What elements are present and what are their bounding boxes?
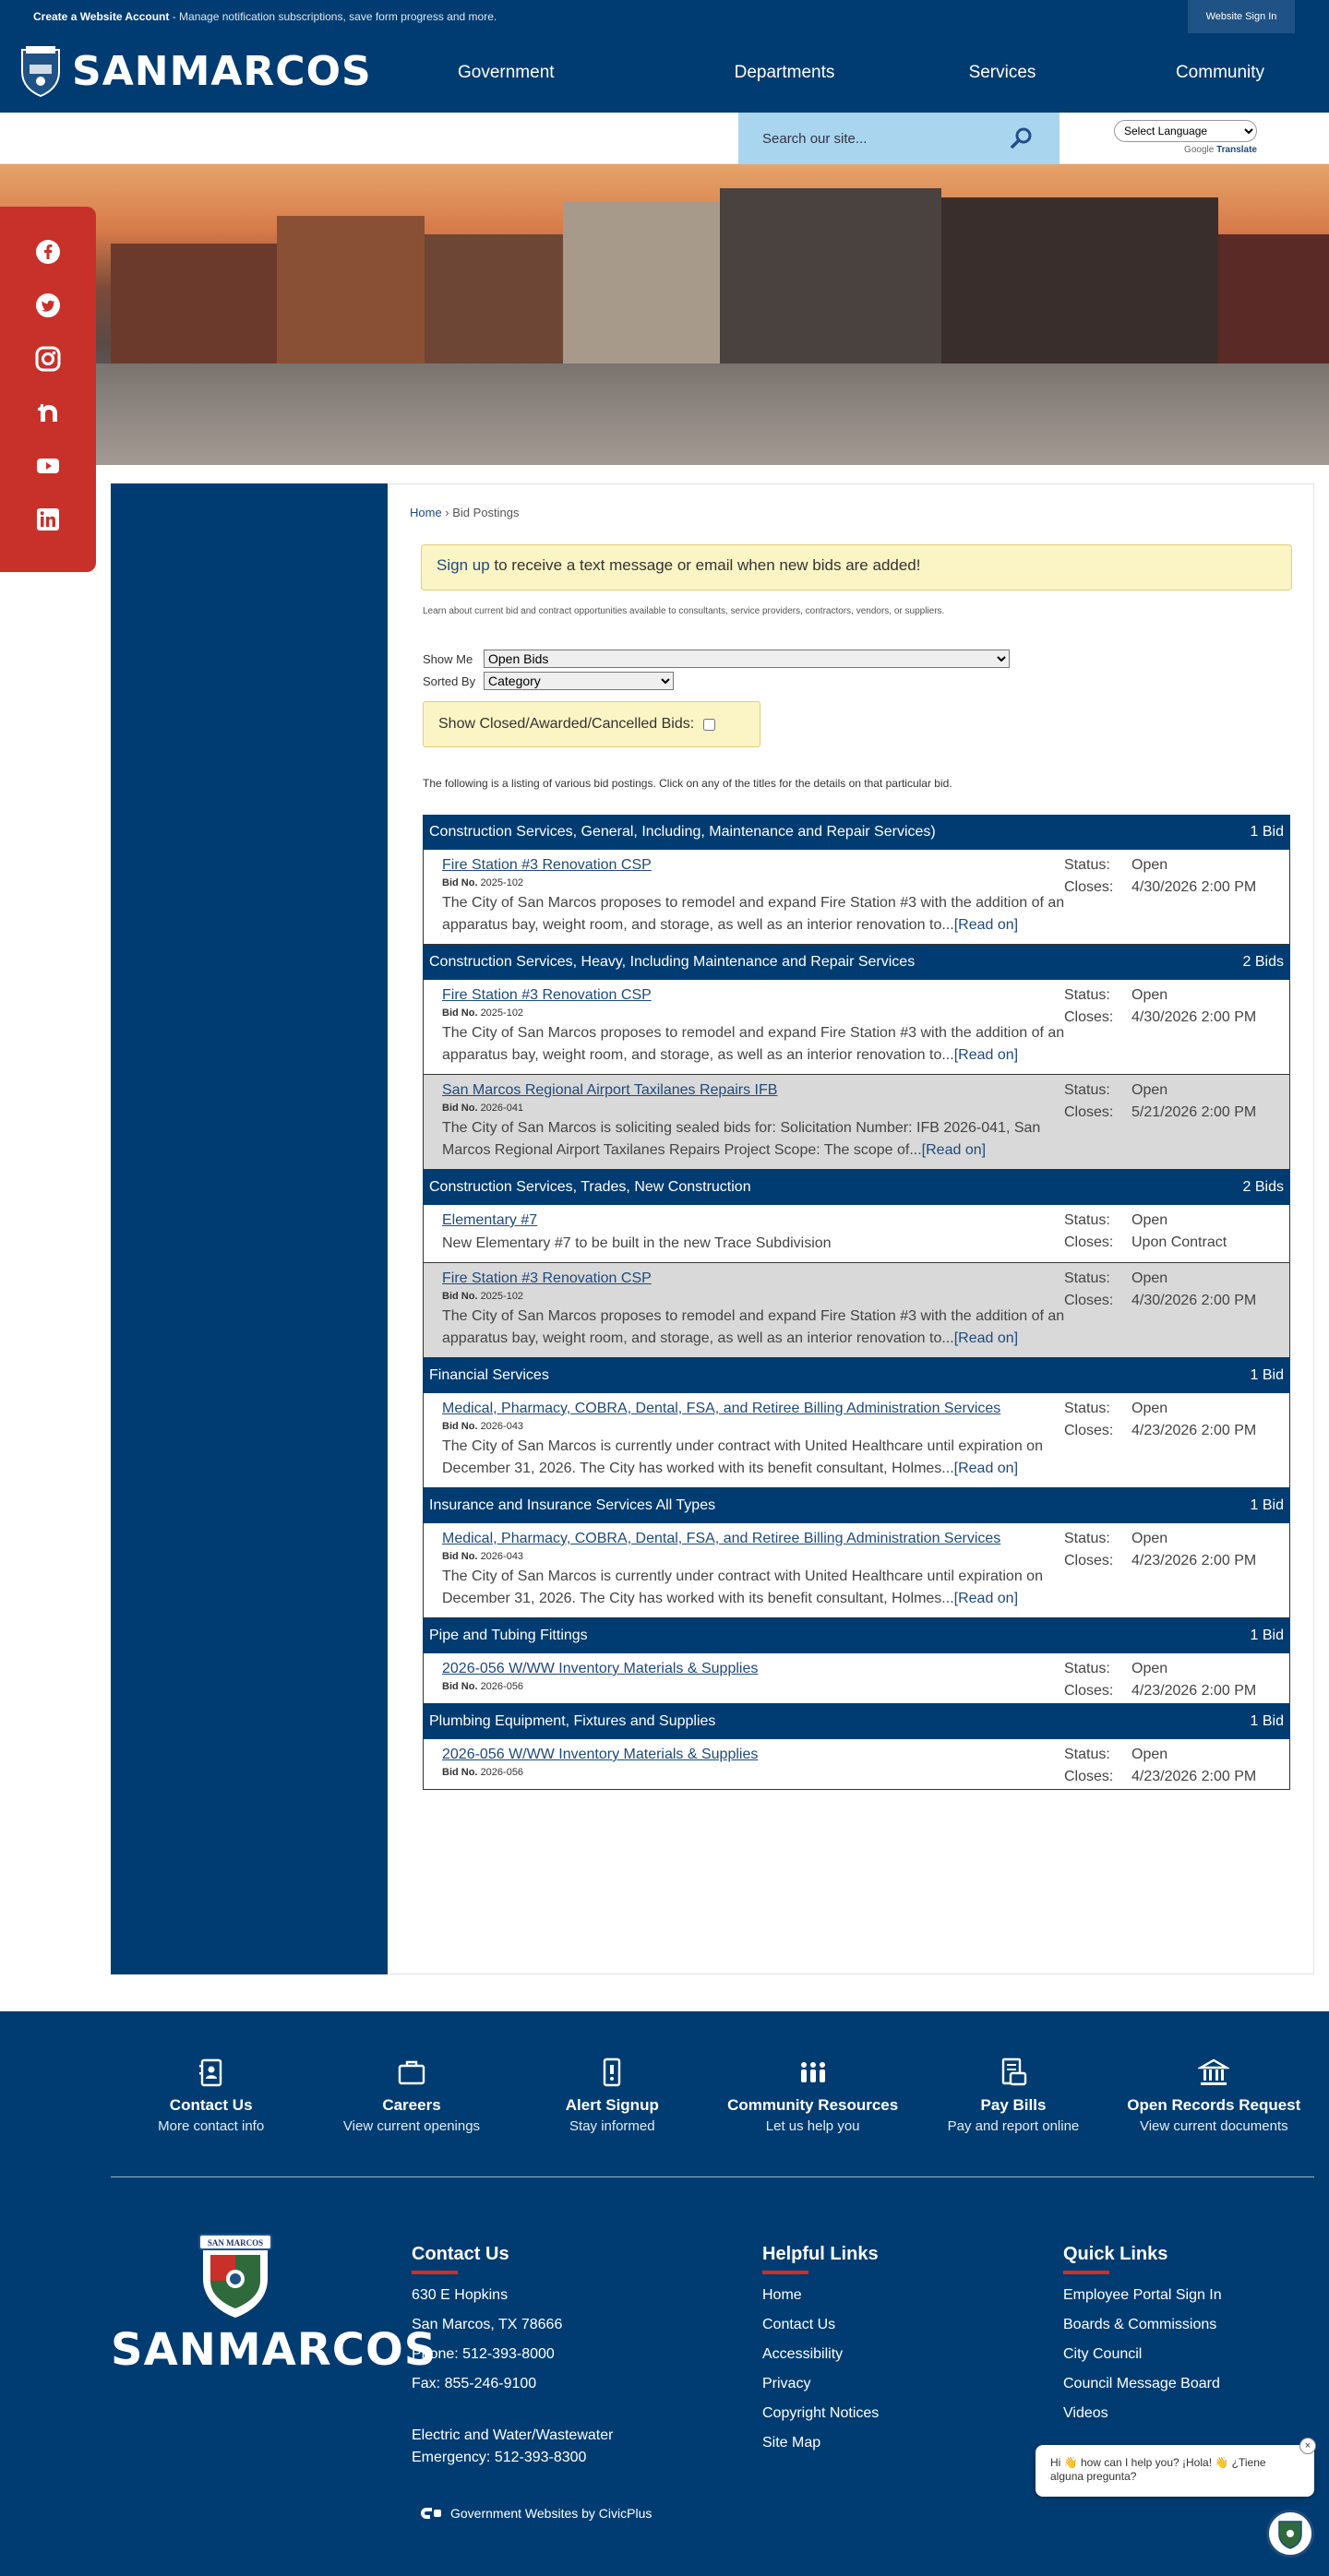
quicklink-title: Open Records Request bbox=[1127, 2096, 1301, 2114]
status-value: Open bbox=[1131, 1531, 1168, 1546]
bid-listing bbox=[423, 815, 1290, 1790]
status-label: Status: bbox=[1064, 1401, 1110, 1416]
account-promo[interactable] bbox=[33, 10, 497, 23]
status-value: Open bbox=[1131, 1212, 1168, 1228]
nav-services[interactable]: Services bbox=[968, 63, 1036, 82]
bid-number-label: Bid No. bbox=[442, 1681, 478, 1692]
bid-meta bbox=[1064, 1401, 1256, 1445]
breadcrumb-home-link[interactable]: Home bbox=[410, 506, 442, 519]
closes-value: Upon Contract bbox=[1131, 1234, 1227, 1250]
bid-meta bbox=[1064, 1212, 1227, 1257]
bid-title-link[interactable]: Elementary #7 bbox=[442, 1212, 538, 1228]
nextdoor-icon[interactable] bbox=[0, 386, 96, 439]
bid-number-label: Bid No. bbox=[442, 1767, 478, 1778]
quicklink-title: Contact Us bbox=[169, 2096, 253, 2114]
show-closed-box bbox=[423, 701, 760, 747]
bid-filters bbox=[423, 648, 1010, 692]
bid-meta bbox=[1064, 1747, 1256, 1791]
bid-title-link[interactable]: 2026-056 W/WW Inventory Materials & Supplies bbox=[442, 1661, 759, 1676]
bid-number-label: Bid No. bbox=[442, 1421, 478, 1432]
footer-link-home[interactable]: Home bbox=[762, 2287, 802, 2303]
quicklink-open-records[interactable] bbox=[1114, 2054, 1314, 2134]
status-label: Status: bbox=[1064, 1747, 1110, 1762]
bid-number-label: Bid No. bbox=[442, 1103, 478, 1114]
status-label: Status: bbox=[1064, 857, 1110, 873]
closes-value: 4/30/2026 2:00 PM bbox=[1131, 879, 1257, 895]
footer-divider bbox=[111, 2176, 1314, 2177]
bid-number-label: Bid No. bbox=[442, 877, 478, 888]
bid-category-count: 1 Bid bbox=[1250, 1367, 1284, 1383]
breadcrumb bbox=[410, 506, 520, 519]
bid-category-header bbox=[423, 1618, 1290, 1653]
bid-description-text: The City of San Marcos proposes to remodel and expand Fire Station #3 with the addition of an apparatus bay, weight room, and storage, as well as an interior renovation to... bbox=[442, 895, 1065, 933]
status-value: Open bbox=[1131, 857, 1168, 873]
building-icon bbox=[1198, 2057, 1229, 2088]
bid-description bbox=[442, 1306, 1070, 1350]
quicklink-title: Community Resources bbox=[727, 2096, 899, 2114]
search-box bbox=[738, 113, 1060, 164]
footer-phone[interactable]: Phone: 512-393-8000 bbox=[412, 2346, 555, 2362]
closes-value: 4/30/2026 2:00 PM bbox=[1131, 1293, 1257, 1308]
footer-link-sitemap[interactable]: Site Map bbox=[762, 2435, 821, 2451]
bid-category-count: 2 Bids bbox=[1242, 954, 1284, 970]
footer-emergency-label: Electric and Water/Wastewater bbox=[412, 2427, 614, 2443]
status-label: Status: bbox=[1064, 1082, 1110, 1098]
status-label: Status: bbox=[1064, 1531, 1110, 1546]
city-crest-icon bbox=[15, 44, 66, 98]
bid-category-name: Pipe and Tubing Fittings bbox=[429, 1628, 588, 1643]
bid-category-header bbox=[423, 1170, 1290, 1205]
closes-value: 4/23/2026 2:00 PM bbox=[1131, 1423, 1257, 1438]
search-icon[interactable] bbox=[1010, 126, 1034, 150]
bid-description bbox=[442, 1233, 1070, 1255]
closes-label: Closes: bbox=[1064, 1009, 1114, 1025]
read-on-link[interactable]: [Read on] bbox=[953, 1591, 1019, 1606]
closes-label: Closes: bbox=[1064, 1553, 1114, 1568]
contact-icon bbox=[196, 2057, 227, 2088]
status-value: Open bbox=[1131, 1661, 1168, 1676]
bid-row bbox=[423, 1653, 1290, 1704]
closes-label: Closes: bbox=[1064, 1423, 1114, 1438]
bid-category-count: 1 Bid bbox=[1250, 1497, 1284, 1513]
footer-address-line: 630 E Hopkins bbox=[412, 2287, 509, 2303]
search-row bbox=[0, 113, 1329, 164]
site-header bbox=[0, 33, 1329, 113]
footer-helpful-links bbox=[762, 2244, 879, 2464]
bid-meta bbox=[1064, 1531, 1256, 1575]
quicklink-title: Careers bbox=[382, 2096, 441, 2114]
facebook-icon[interactable] bbox=[0, 225, 96, 279]
bid-row bbox=[423, 1075, 1290, 1170]
bid-row bbox=[423, 1523, 1290, 1618]
quicklink-community-resources[interactable] bbox=[712, 2054, 913, 2134]
quicklink-subtitle: View current documents bbox=[1139, 2118, 1288, 2134]
quicklink-subtitle: Stay informed bbox=[569, 2118, 655, 2134]
account-promo-text: - Manage notification subscriptions, save form progress and more. bbox=[169, 10, 497, 23]
footer-logo[interactable] bbox=[111, 2231, 437, 2376]
closes-label: Closes: bbox=[1064, 1683, 1114, 1699]
quicklink-subtitle: Pay and report online bbox=[947, 2118, 1080, 2134]
status-value: Open bbox=[1131, 1747, 1168, 1762]
bid-category-header bbox=[423, 1358, 1290, 1393]
footer-emergency-phone[interactable]: Emergency: 512-393-8300 bbox=[412, 2450, 587, 2465]
nav-government[interactable]: Government bbox=[458, 63, 555, 82]
bid-number-label: Bid No. bbox=[442, 1291, 478, 1302]
footer-link-employee-portal[interactable]: Employee Portal Sign In bbox=[1063, 2287, 1222, 2303]
bid-number-value: 2025-102 bbox=[480, 1008, 524, 1019]
bid-description bbox=[442, 892, 1070, 936]
bid-intro-text: Learn about current bid and contract opportunities available to consultants, service providers, contractors, vendors, or suppliers. bbox=[423, 606, 945, 616]
footer-link-contact[interactable]: Contact Us bbox=[762, 2317, 836, 2332]
bid-row bbox=[423, 980, 1290, 1075]
closes-value: 5/21/2026 2:00 PM bbox=[1131, 1104, 1257, 1120]
bid-category-header bbox=[423, 1488, 1290, 1523]
footer-quick-heading: Quick Links bbox=[1063, 2244, 1168, 2264]
language-select[interactable] bbox=[1114, 120, 1257, 142]
bid-category-name: Financial Services bbox=[429, 1367, 549, 1383]
footer-link-videos[interactable]: Videos bbox=[1063, 2405, 1108, 2421]
quicklink-subtitle: More contact info bbox=[158, 2118, 265, 2134]
quicklink-title: Alert Signup bbox=[565, 2096, 659, 2114]
bid-category-header bbox=[423, 1704, 1290, 1739]
closes-value: 4/23/2026 2:00 PM bbox=[1131, 1553, 1257, 1568]
civicplus-text: Government Websites by CivicPlus bbox=[450, 2506, 653, 2521]
bid-category-name: Construction Services, General, Including, Maintenance and Repair Services) bbox=[429, 824, 936, 840]
footer-link-boards[interactable]: Boards & Commissions bbox=[1063, 2317, 1217, 2332]
bid-title-link[interactable]: Medical, Pharmacy, COBRA, Dental, FSA, and Retiree Billing Administration Services bbox=[442, 1401, 1001, 1416]
briefcase-icon bbox=[396, 2057, 427, 2088]
bid-title-link[interactable]: Fire Station #3 Renovation CSP bbox=[442, 857, 652, 873]
status-value: Open bbox=[1131, 1270, 1168, 1286]
footer-link-city-council[interactable]: City Council bbox=[1063, 2346, 1143, 2362]
chat-popup[interactable]: Hi 👋 how can I help you? ¡Hola! 👋 ¿Tiene alguna pregunta? bbox=[1036, 2445, 1314, 2497]
signup-text: to receive a text message or email when new bids are added! bbox=[489, 556, 921, 574]
show-me-select[interactable] bbox=[484, 650, 1010, 668]
website-signin-button[interactable]: Website Sign In bbox=[1188, 0, 1295, 33]
read-on-link[interactable]: [Read on] bbox=[953, 1461, 1019, 1476]
sorted-by-label: Sorted By bbox=[423, 674, 476, 688]
listing-intro: The following is a listing of various bid postings. Click on any of the titles for the details on that particular bid. bbox=[423, 777, 952, 790]
bid-title-link[interactable]: Fire Station #3 Renovation CSP bbox=[442, 1270, 652, 1286]
bid-category-name: Construction Services, Trades, New Construction bbox=[429, 1179, 751, 1195]
bid-number-value: 2026-056 bbox=[480, 1681, 524, 1692]
footer-address-city: San Marcos, TX 78666 bbox=[412, 2317, 563, 2332]
civicplus-icon bbox=[419, 2506, 443, 2521]
chat-close-button[interactable]: × bbox=[1299, 2438, 1316, 2454]
closes-label: Closes: bbox=[1064, 1104, 1114, 1120]
bid-description bbox=[442, 1022, 1070, 1067]
footer-link-council-board[interactable]: Council Message Board bbox=[1063, 2376, 1220, 2391]
quicklink-alerts[interactable] bbox=[512, 2054, 712, 2134]
footer-wordmark: SANMARCOS bbox=[111, 2324, 437, 2376]
status-label: Status: bbox=[1064, 987, 1110, 1003]
search-input[interactable] bbox=[762, 125, 1002, 151]
civicplus-credit[interactable] bbox=[419, 2506, 652, 2521]
bid-title-link[interactable]: San Marcos Regional Airport Taxilanes Repairs IFB bbox=[442, 1082, 778, 1098]
quicklink-contact[interactable] bbox=[111, 2054, 311, 2134]
closes-label: Closes: bbox=[1064, 1234, 1114, 1250]
twitter-icon[interactable] bbox=[0, 279, 96, 332]
show-closed-label: Show Closed/Awarded/Cancelled Bids: bbox=[438, 716, 695, 732]
quicklink-subtitle: View current openings bbox=[342, 2118, 481, 2134]
footer-contact-column bbox=[412, 2244, 613, 2479]
bid-category-count: 2 Bids bbox=[1242, 1179, 1284, 1195]
google-translate bbox=[1114, 120, 1257, 155]
seal-text: SAN MARCOS bbox=[207, 2238, 264, 2248]
signup-link[interactable]: Sign up bbox=[437, 556, 490, 574]
site-logo[interactable] bbox=[15, 44, 372, 98]
bid-row bbox=[423, 1739, 1290, 1790]
logo-wordmark: SANMARCOS bbox=[72, 47, 372, 95]
create-account-link[interactable]: Create a Website Account bbox=[33, 10, 170, 23]
bid-category-count: 1 Bid bbox=[1250, 1713, 1284, 1729]
bid-category-header bbox=[423, 815, 1290, 850]
secondary-nav-panel bbox=[111, 483, 388, 1974]
closes-value: 4/23/2026 2:00 PM bbox=[1131, 1769, 1257, 1784]
instagram-icon[interactable] bbox=[0, 332, 96, 386]
hero-banner-image bbox=[0, 164, 1329, 465]
read-on-link[interactable]: [Read on] bbox=[953, 1330, 1019, 1346]
show-closed-checkbox[interactable] bbox=[703, 719, 715, 731]
bid-meta bbox=[1064, 987, 1256, 1032]
translate-powered-by bbox=[1114, 145, 1257, 155]
chat-seal-icon bbox=[1276, 2518, 1304, 2549]
powered-by-label: Google bbox=[1184, 145, 1215, 155]
footer-link-copyright[interactable]: Copyright Notices bbox=[762, 2405, 880, 2421]
status-label: Status: bbox=[1064, 1661, 1110, 1676]
bid-category-count: 1 Bid bbox=[1250, 824, 1284, 840]
closes-value: 4/23/2026 2:00 PM bbox=[1131, 1683, 1257, 1699]
signup-notice bbox=[421, 544, 1292, 590]
bid-number-label: Bid No. bbox=[442, 1008, 478, 1019]
quicklink-subtitle: Let us help you bbox=[765, 2118, 860, 2134]
footer-link-privacy[interactable]: Privacy bbox=[762, 2376, 811, 2391]
bid-meta bbox=[1064, 1661, 1256, 1705]
footer-quicklinks bbox=[111, 2054, 1314, 2134]
footer-contact-heading: Contact Us bbox=[412, 2244, 509, 2264]
bid-title-link[interactable]: Fire Station #3 Renovation CSP bbox=[442, 987, 652, 1003]
breadcrumb-separator: › bbox=[441, 506, 453, 519]
read-on-link[interactable]: [Read on] bbox=[953, 1047, 1019, 1063]
city-seal-icon bbox=[196, 2231, 275, 2320]
read-on-link[interactable]: [Read on] bbox=[921, 1142, 987, 1158]
bid-category-name: Insurance and Insurance Services All Types bbox=[429, 1497, 716, 1513]
bid-description-text: The City of San Marcos is currently under contract with United Healthcare until expiration on December 31, 2026. The City has worked with its benefit consultant, Holmes... bbox=[442, 1568, 1043, 1606]
main-navigation bbox=[406, 33, 1329, 113]
footer-quick-links bbox=[1063, 2244, 1222, 2435]
top-bar bbox=[0, 0, 1329, 33]
quicklink-careers[interactable] bbox=[311, 2054, 511, 2134]
quicklink-pay-bills[interactable] bbox=[913, 2054, 1113, 2134]
bid-category-name: Plumbing Equipment, Fixtures and Supplies bbox=[429, 1713, 716, 1729]
bid-row bbox=[423, 1205, 1290, 1263]
bid-meta bbox=[1064, 1270, 1256, 1315]
youtube-icon[interactable] bbox=[0, 439, 96, 493]
bid-title-link[interactable]: Medical, Pharmacy, COBRA, Dental, FSA, and Retiree Billing Administration Services bbox=[442, 1531, 1001, 1546]
bid-description bbox=[442, 1566, 1070, 1610]
closes-label: Closes: bbox=[1064, 879, 1114, 895]
status-value: Open bbox=[1131, 1401, 1168, 1416]
bid-description-text: New Elementary #7 to be built in the new Trace Subdivision bbox=[442, 1235, 832, 1251]
bid-description-text: The City of San Marcos is currently under contract with United Healthcare until expiration on December 31, 2026. The City has worked with its benefit consultant, Holmes... bbox=[442, 1438, 1043, 1476]
show-me-label: Show Me bbox=[423, 651, 473, 666]
status-label: Status: bbox=[1064, 1212, 1110, 1228]
nav-community[interactable]: Community bbox=[1175, 63, 1265, 82]
translate-link[interactable]: Translate bbox=[1216, 145, 1257, 155]
bid-number-value: 2025-102 bbox=[480, 1291, 524, 1302]
bid-number-value: 2025-102 bbox=[480, 877, 524, 888]
bid-row bbox=[423, 1393, 1290, 1488]
bid-description bbox=[442, 1117, 1070, 1162]
bid-description-text: The City of San Marcos proposes to remodel and expand Fire Station #3 with the addition of an apparatus bay, weight room, and storage, as well as an interior renovation to... bbox=[442, 1025, 1065, 1063]
social-media-bar bbox=[0, 207, 96, 572]
footer-helpful-heading: Helpful Links bbox=[762, 2244, 879, 2264]
bid-number-value: 2026-043 bbox=[480, 1551, 524, 1562]
footer-link-accessibility[interactable]: Accessibility bbox=[762, 2346, 844, 2362]
nav-departments[interactable]: Departments bbox=[734, 63, 835, 82]
bid-number-label: Bid No. bbox=[442, 1551, 478, 1562]
bid-row bbox=[423, 850, 1290, 945]
bid-meta bbox=[1064, 857, 1256, 901]
chat-launcher[interactable] bbox=[1266, 2510, 1314, 2558]
bid-row bbox=[423, 1263, 1290, 1358]
bid-description bbox=[442, 1436, 1070, 1480]
linkedin-icon[interactable] bbox=[0, 493, 96, 546]
bid-number-value: 2026-043 bbox=[480, 1421, 524, 1432]
closes-value: 4/30/2026 2:00 PM bbox=[1131, 1009, 1257, 1025]
bid-description-text: The City of San Marcos is soliciting sealed bids for: Solicitation Number: IFB 2026-041, San Marcos Regional Airport Taxilanes Repairs Project Scope: The scope of... bbox=[442, 1120, 1041, 1158]
status-value: Open bbox=[1131, 1082, 1168, 1098]
bid-category-header bbox=[423, 945, 1290, 980]
breadcrumb-current: Bid Postings bbox=[452, 506, 520, 519]
bid-number-value: 2026-041 bbox=[480, 1103, 524, 1114]
closes-label: Closes: bbox=[1064, 1293, 1114, 1308]
bill-icon bbox=[998, 2057, 1029, 2088]
bid-category-count: 1 Bid bbox=[1250, 1628, 1284, 1643]
bid-description-text: The City of San Marcos proposes to remodel and expand Fire Station #3 with the addition of an apparatus bay, weight room, and storage, as well as an interior renovation to... bbox=[442, 1308, 1065, 1346]
bid-category-name: Construction Services, Heavy, Including Maintenance and Repair Services bbox=[429, 954, 916, 970]
quicklink-title: Pay Bills bbox=[980, 2096, 1047, 2114]
status-value: Open bbox=[1131, 987, 1168, 1003]
people-icon bbox=[797, 2057, 829, 2088]
bid-meta bbox=[1064, 1082, 1256, 1127]
status-label: Status: bbox=[1064, 1270, 1110, 1286]
sorted-by-select[interactable] bbox=[484, 672, 674, 690]
closes-label: Closes: bbox=[1064, 1769, 1114, 1784]
bid-number-value: 2026-056 bbox=[480, 1767, 524, 1778]
read-on-link[interactable]: [Read on] bbox=[953, 917, 1019, 933]
footer-fax: Fax: 855-246-9100 bbox=[412, 2376, 537, 2391]
phone-icon bbox=[596, 2057, 628, 2088]
bid-title-link[interactable]: 2026-056 W/WW Inventory Materials & Supplies bbox=[442, 1747, 759, 1762]
